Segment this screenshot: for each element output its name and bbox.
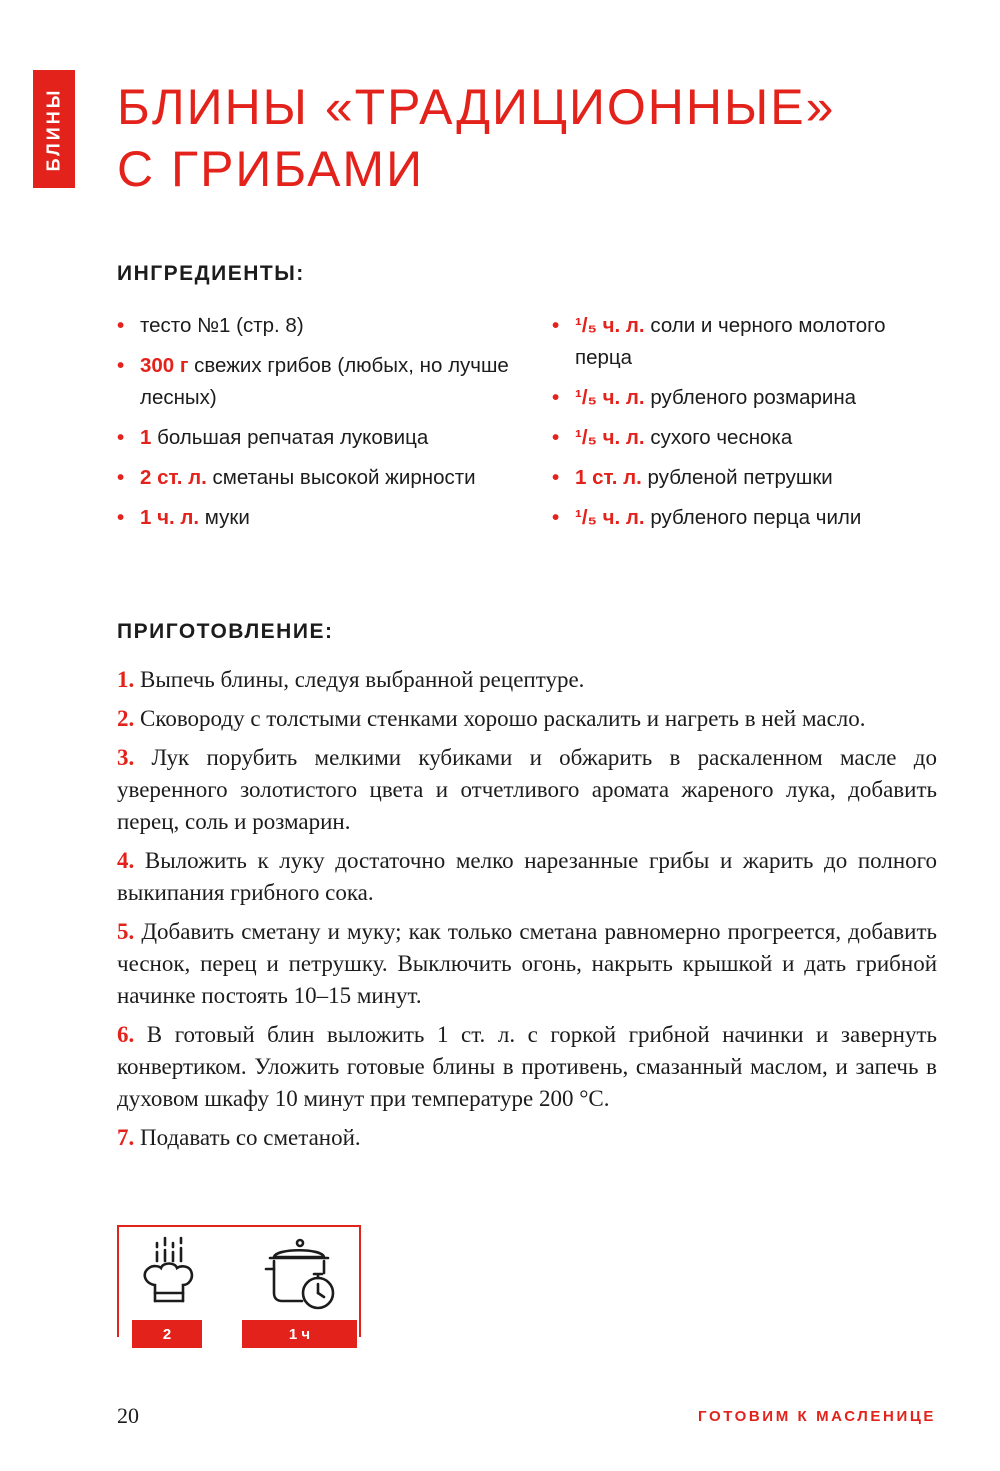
recipe-title bbox=[117, 76, 835, 200]
step-item: 3. Лук порубить мелкими кубиками и обжарить в раскаленном масле до уверенного золотистого цвета и отчетливого аромата жареного лука, добавить перец, соль и розмарин. bbox=[117, 745, 937, 834]
ingredient-item: • ¹/₅ ч. л. сухого чеснока bbox=[552, 426, 793, 449]
page-number: 20 bbox=[117, 1403, 139, 1428]
ingredient-item: • тесто №1 (стр. 8) bbox=[117, 314, 304, 337]
ingredient-item: • 1 большая репчатая луковица bbox=[117, 426, 429, 449]
section-tab bbox=[33, 70, 75, 188]
ingredient-item: • ¹/₅ ч. л. соли и черного молотого перца bbox=[552, 314, 886, 369]
pot-timer-icon bbox=[262, 1237, 342, 1312]
preparation-heading: ПРИГОТОВЛЕНИЕ: bbox=[117, 620, 334, 643]
ingredient-item: • 300 г свежих грибов (любых, но лучше лесных) bbox=[117, 354, 509, 409]
step-item: 7. Подавать со сметаной. bbox=[117, 1125, 361, 1150]
ingredients-column-right bbox=[552, 310, 947, 542]
ingredients-heading: ИНГРЕДИЕНТЫ: bbox=[117, 262, 305, 285]
step-item: 5. Добавить сметану и муку; как только сметана равномерно прогреется, добавить чеснок, перец и петрушку. Выключить огонь, накрыть крышкой и дать грибной начинке постоять 10–15 минут. bbox=[117, 919, 937, 1008]
ingredients-list bbox=[117, 310, 947, 542]
recipe-title-line2: С ГРИБАМИ bbox=[117, 141, 425, 197]
book-title-footer: ГОТОВИМ К МАСЛЕНИЦЕ bbox=[698, 1408, 936, 1425]
step-item: 6. В готовый блин выложить 1 ст. л. с горкой грибной начинки и завернуть конвертиком. Уложить готовые блины в противень, смазанный маслом, и запечь в духовом шкафу 10 минут при температуре 200 °C. bbox=[117, 1022, 937, 1111]
step-item: 2. Сковороду с толстыми стенками хорошо раскалить и нагреть в ней масло. bbox=[117, 706, 866, 731]
ingredient-item: • ¹/₅ ч. л. рубленого розмарина bbox=[552, 386, 857, 409]
ingredient-item: • 1 ч. л. муки bbox=[117, 506, 250, 529]
preparation-steps bbox=[117, 664, 937, 1161]
servings-badge: 2 bbox=[132, 1320, 202, 1348]
recipe-info-box bbox=[117, 1225, 360, 1347]
time-badge: 1 ч bbox=[242, 1320, 357, 1348]
ingredients-column-left bbox=[117, 310, 552, 542]
chef-hat-icon bbox=[135, 1235, 205, 1310]
step-item: 4. Выложить к луку достаточно мелко нарезанные грибы и жарить до полного выкипания грибного сока. bbox=[117, 848, 937, 905]
ingredient-item: • ¹/₅ ч. л. рубленого перца чили bbox=[552, 506, 862, 529]
step-item: 1. Выпечь блины, следуя выбранной рецептуре. bbox=[117, 667, 585, 692]
ingredient-item: • 2 ст. л. сметаны высокой жирности bbox=[117, 466, 476, 489]
section-tab-label: БЛИНЫ bbox=[43, 87, 64, 171]
recipe-title-line1: БЛИНЫ «ТРАДИЦИОННЫЕ» bbox=[117, 79, 836, 135]
ingredient-item: • 1 ст. л. рубленой петрушки bbox=[552, 466, 833, 489]
